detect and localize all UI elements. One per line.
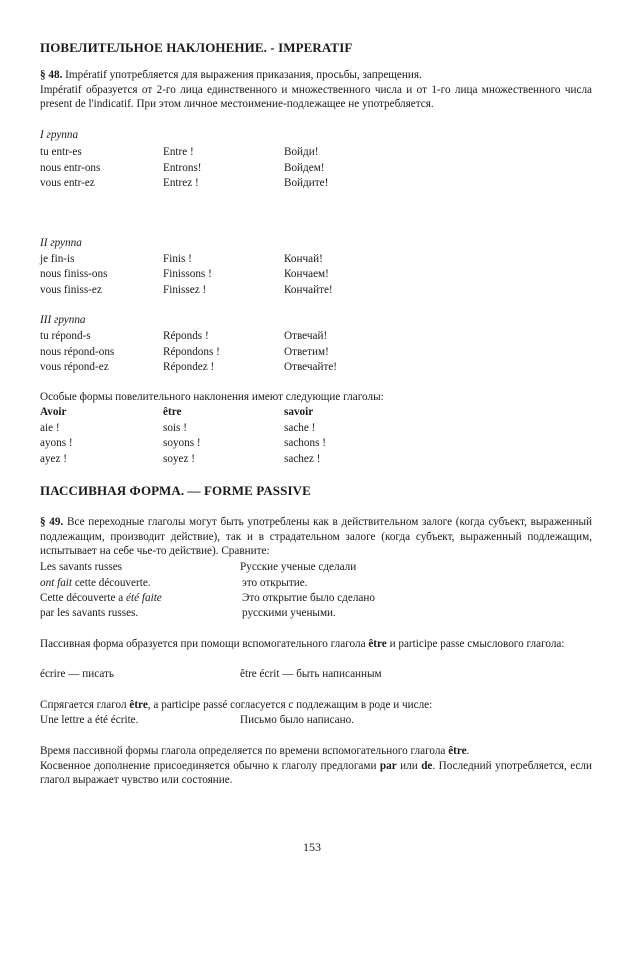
para48-line1: Impératif употребляется для выражения приказания, просьбы, запрещения. <box>62 69 422 81</box>
paragraph-48 <box>40 68 592 112</box>
group-3-title: III группа <box>40 314 86 326</box>
cmp-r1-fr: Les savants russes <box>40 561 123 573</box>
g1-r2-c2: Entrons! <box>163 162 202 174</box>
g1-r1-c2: Entre ! <box>163 146 194 158</box>
tense-etre: être <box>448 745 467 757</box>
g2-r2-c2: Finissons ! <box>163 268 212 280</box>
g1-r1-c3: Войди! <box>284 146 319 158</box>
tense-f: или <box>396 759 422 772</box>
g2-r1-c3: Кончай! <box>284 253 323 265</box>
special-forms-intro: Особые формы повелительного наклонения имеют следующие глаголы: <box>40 391 384 403</box>
section-number-48: § 48. <box>40 69 63 81</box>
g3-r1-c2: Réponds ! <box>163 330 209 342</box>
page-number: 153 <box>303 840 321 854</box>
sp-r2-c1: ayons ! <box>40 437 73 449</box>
passive-example-fr: écrire — писать <box>40 668 114 680</box>
g2-r1-c1: je fin-is <box>40 253 75 265</box>
passive-formation <box>40 637 592 652</box>
sp-r3-c3: sachez ! <box>284 453 321 465</box>
sp-r1-c1: aie ! <box>40 422 60 434</box>
passive-etre: être <box>368 638 387 650</box>
paragraph-49 <box>40 515 592 559</box>
sp-r3-c1: ayez ! <box>40 453 68 465</box>
para48-body: Impératif образуется от 2-го лица единственного и множественного числа и от 1-го лица множественного числа present de l'indicatif. При этом личное местоимение-подлежащее не употребляется. <box>40 83 592 111</box>
section-number-49: § 49. <box>40 516 64 528</box>
special-header-savoir: savoir <box>284 406 314 418</box>
tense-paragraph <box>40 744 592 788</box>
g2-r3-c1: vous finiss-ez <box>40 284 102 296</box>
g2-r3-c2: Finissez ! <box>163 284 207 296</box>
g1-r2-c1: nous entr-ons <box>40 162 101 174</box>
special-header-etre: être <box>163 406 182 418</box>
g2-r2-c1: nous finiss-ons <box>40 268 108 280</box>
conj-a: Спрягается глагол <box>40 699 130 711</box>
sp-r1-c2: sois ! <box>163 422 187 434</box>
g3-r2-c1: nous répond-ons <box>40 346 115 358</box>
g1-r3-c3: Войдите! <box>284 177 329 189</box>
group-1-title: I группа <box>40 129 79 141</box>
cmp-r2-fr-italic: ont fait <box>40 577 73 589</box>
cmp-r1-ru: Русские ученые сделали <box>240 561 357 573</box>
g1-r1-c1: tu entr-es <box>40 146 82 158</box>
g2-r2-c3: Кончаем! <box>284 268 329 280</box>
conjugation-note <box>40 698 592 713</box>
g3-r1-c3: Отвечай! <box>284 330 328 342</box>
sp-r1-c3: sache ! <box>284 422 316 434</box>
tense-de: de <box>421 759 433 772</box>
cmp-r3-fr-italic: été faite <box>126 592 162 604</box>
tense-d: Косвенное дополнение присоединяется обычно к глаголу предлогами <box>40 759 380 772</box>
cmp-r3-fr <box>40 591 162 606</box>
conj-example-fr: Une lettre a été écrite. <box>40 714 139 726</box>
heading-passive: ПАССИВНАЯ ФОРМА. — FORME PASSIVE <box>40 483 311 498</box>
g1-r2-c3: Войдем! <box>284 162 325 174</box>
g1-r3-c1: vous entr-ez <box>40 177 95 189</box>
g3-r3-c1: vous répond-ez <box>40 361 109 373</box>
g2-r1-c2: Finis ! <box>163 253 192 265</box>
sp-r2-c2: soyons ! <box>163 437 201 449</box>
special-header-avoir: Avoir <box>40 406 67 418</box>
cmp-r2-fr <box>40 576 151 591</box>
cmp-r3-ru: Это открытие было сделано <box>242 592 375 604</box>
g3-r1-c1: tu répond-s <box>40 330 91 342</box>
g2-r3-c3: Кончайте! <box>284 284 333 296</box>
g3-r2-c2: Répondons ! <box>163 346 220 358</box>
sp-r3-c2: soyez ! <box>163 453 195 465</box>
passive-a: Пассивная форма образуется при помощи вспомогательного глагола <box>40 638 369 650</box>
sp-r2-c3: sachons ! <box>284 437 326 449</box>
cmp-r3-fr-plain: Cette découverte a <box>40 592 127 604</box>
cmp-r4-fr: par les savants russes. <box>40 607 139 619</box>
tense-par: par <box>379 759 397 772</box>
conj-etre: être <box>129 699 148 711</box>
g3-r2-c3: Ответим! <box>284 346 329 358</box>
g3-r3-c2: Répondez ! <box>163 361 215 373</box>
tense-a: Время пассивной формы глагола определяется по времени вспомогательного глагола <box>40 745 449 757</box>
heading-imperatif: ПОВЕЛИТЕЛЬНОЕ НАКЛОНЕНИЕ. - IMPERATIF <box>40 40 353 55</box>
tense-h: . Последний употребляется, если глагол выражает чувство или состояние. <box>40 759 593 787</box>
g3-r3-c3: Отвечайте! <box>284 361 338 373</box>
passive-example-ru: être écrit — быть написанным <box>240 668 382 680</box>
cmp-r2-fr-rest: cette découverte. <box>72 577 151 589</box>
g1-r3-c2: Entrez ! <box>163 177 199 189</box>
para49-body: Все переходные глаголы могут быть употреблены как в действительном залоге (когда субъект, выраженный подлежащим, производит действие), так и в страдательном залоге (когда субъект, выраженный подлежащим, испытывает на себе чье-то действие). Сравните: <box>40 516 593 558</box>
cmp-r2-ru: это открытие. <box>242 577 308 589</box>
group-2-title: II группа <box>40 237 82 249</box>
conj-example-ru: Письмо было написано. <box>240 714 355 726</box>
passive-c: и participe passe смыслового глагола: <box>386 638 565 650</box>
conj-c: , а participe passé согласуется с подлежащим в роде и числе: <box>147 699 433 711</box>
cmp-r4-ru: русскими учеными. <box>242 607 336 619</box>
tense-c: . <box>466 745 470 757</box>
